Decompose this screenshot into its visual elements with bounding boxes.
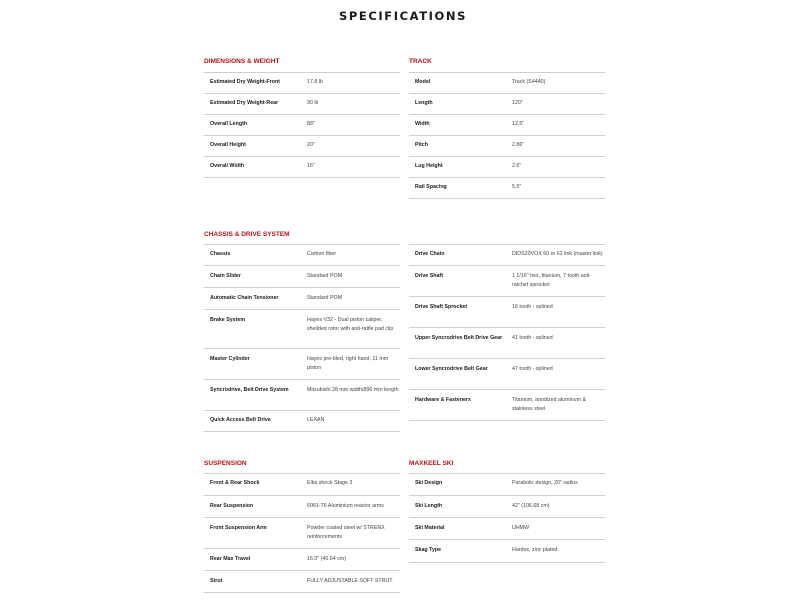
spec-value: Track (S4440) <box>512 79 546 85</box>
spec-value: 16" <box>307 163 315 169</box>
suspension-table <box>204 473 400 593</box>
spec-label: Length <box>415 100 433 106</box>
spec-label: Overall Height <box>210 142 246 148</box>
spec-row <box>409 156 605 177</box>
spec-value: 47 tooth - splined <box>512 366 553 372</box>
dimensions-weight-title: DIMENSIONS & WEIGHT <box>204 58 280 65</box>
spec-label: Strut <box>210 578 223 584</box>
spec-row <box>409 93 605 114</box>
spec-row <box>409 327 605 358</box>
spec-value: 16 tooth - splined <box>512 304 553 310</box>
spec-value: 41 tooth - splined <box>512 335 553 341</box>
spec-row <box>409 296 605 327</box>
spec-label: Width <box>415 121 430 127</box>
spec-value: 2.86" <box>512 142 525 148</box>
spec-value: 120" <box>512 100 523 106</box>
spec-value: 42" (106.68 cm) <box>512 503 550 509</box>
spec-value: Mitsubishi 28 mm width/896 mm length <box>307 387 399 393</box>
spec-label: Estimated Dry Weight-Rear <box>210 100 279 106</box>
spec-label: Ski Material <box>415 525 445 531</box>
track-table <box>409 72 605 199</box>
spec-row <box>409 265 605 296</box>
dimensions-weight-table <box>204 72 400 178</box>
spec-label: Brake System <box>210 317 246 323</box>
spec-label: Skag Type <box>415 547 442 553</box>
spec-label: Drive Shaft Sprocket <box>415 304 468 310</box>
spec-label: Rear Suspension <box>210 503 254 509</box>
maxkeel-ski-title: MAXKEEL SKI <box>409 460 454 467</box>
suspension-title: SUSPENSION <box>204 460 247 467</box>
spec-row <box>204 114 400 135</box>
spec-value: 5.5" <box>512 184 522 190</box>
spec-value: 2.6" <box>512 163 522 169</box>
spec-row <box>204 72 400 93</box>
spec-row <box>204 517 400 548</box>
spec-row <box>204 548 400 570</box>
spec-row <box>204 309 400 348</box>
spec-value: 20" <box>307 142 315 148</box>
spec-row <box>204 93 400 114</box>
spec-label: Rail Spacing <box>415 184 447 190</box>
spec-label: Rear Max Travel <box>210 556 251 562</box>
spec-label: Pitch <box>415 142 428 148</box>
spec-label: Master Cylinder <box>210 356 250 362</box>
spec-row <box>204 135 400 156</box>
spec-value: Powder coated steel w/ STRENX reinforcements <box>307 525 385 540</box>
spec-label: Ski Design <box>415 480 443 486</box>
spec-row <box>409 177 605 199</box>
spec-label: Drive Chain <box>415 251 445 257</box>
spec-row <box>204 156 400 178</box>
spec-label: Front Suspension Arm <box>210 525 267 531</box>
spec-label: Hardware & Fasteners <box>415 397 471 403</box>
spec-value: Standard POM <box>307 273 343 279</box>
spec-value: DIDS20VOX 60 or 62 link (master link) <box>512 251 603 257</box>
spec-row <box>204 495 400 517</box>
track-title: TRACK <box>409 58 432 65</box>
spec-row <box>409 389 605 421</box>
chassis-drive-table <box>204 244 400 432</box>
spec-row <box>204 265 400 287</box>
spec-value: Standard POM <box>307 295 343 301</box>
chassis-drive-title: CHASSIS & DRIVE SYSTEM <box>204 231 290 238</box>
spec-value: 6061-T6 Aluminium reactor arms <box>307 503 384 509</box>
spec-row <box>409 358 605 389</box>
spec-label: Overall Width <box>210 163 245 169</box>
spec-row <box>204 348 400 379</box>
spec-label: Syncrodrive, Belt Drive System <box>210 387 289 393</box>
spec-value: Hayes V32 - Dual piston caliper, sheilded rotor with anti-rattle pad clip <box>307 317 394 332</box>
drive-system-table <box>409 244 605 421</box>
spec-value: Carbon fiber <box>307 251 337 257</box>
spec-row <box>409 72 605 93</box>
spec-label: Overall Length <box>210 121 248 127</box>
spec-value: Hayes pre-bled, right hand, 11 mm piston <box>307 356 389 371</box>
spec-value: Parabolic design, 20" radius <box>512 480 578 486</box>
spec-value: 17.8 lb <box>307 79 323 85</box>
maxkeel-ski-table <box>409 473 605 563</box>
spec-row <box>204 570 400 593</box>
spec-label: Estimated Dry Weight-Front <box>210 79 280 85</box>
spec-value: LEXAN <box>307 417 325 423</box>
page-title: SPECIFICATIONS <box>338 9 468 23</box>
spec-label: Ski Length <box>415 503 443 509</box>
spec-row <box>204 244 400 265</box>
spec-row <box>409 135 605 156</box>
spec-row <box>204 410 400 432</box>
spec-value: Elka shock Stage 3 <box>307 480 353 486</box>
spec-row <box>409 539 605 563</box>
spec-label: Front & Rear Shock <box>210 480 260 486</box>
spec-value: Titanium, anodized aluminum & stainless steel <box>512 397 586 412</box>
spec-label: Chain Slider <box>210 273 241 279</box>
spec-value: 1 1/16" hex, titanium, 7 tooth anti-ratchet sprocket <box>512 273 592 288</box>
spec-row <box>409 244 605 265</box>
spec-label: Upper Syncrodrive Belt Drive Gear <box>415 335 503 341</box>
spec-value: 90 lb <box>307 100 319 106</box>
spec-label: Lug Height <box>415 163 443 169</box>
spec-label: Lower Syncrodrive Belt Gear <box>415 366 488 372</box>
spec-row <box>204 287 400 309</box>
spec-row <box>204 379 400 410</box>
spec-value: 12.5" <box>512 121 525 127</box>
spec-label: Chassis <box>210 251 231 257</box>
spec-row <box>409 517 605 539</box>
spec-value: 16.0" (40.64 cm) <box>307 556 346 562</box>
spec-value: UHMW <box>512 525 530 531</box>
spec-label: Automatic Chain Tensioner <box>210 295 279 301</box>
spec-label: Model <box>415 79 431 85</box>
spec-label: Quick Access Belt Drive <box>210 417 271 423</box>
spec-value: 88" <box>307 121 315 127</box>
spec-value: FULLY ADJUSTABLE SOFT STRUT <box>307 578 393 584</box>
spec-row <box>204 473 400 495</box>
spec-row <box>409 495 605 517</box>
spec-row <box>409 114 605 135</box>
spec-value: Hardox, zinc plated <box>512 547 558 553</box>
spec-row <box>409 473 605 495</box>
spec-label: Drive Shaft <box>415 273 443 279</box>
